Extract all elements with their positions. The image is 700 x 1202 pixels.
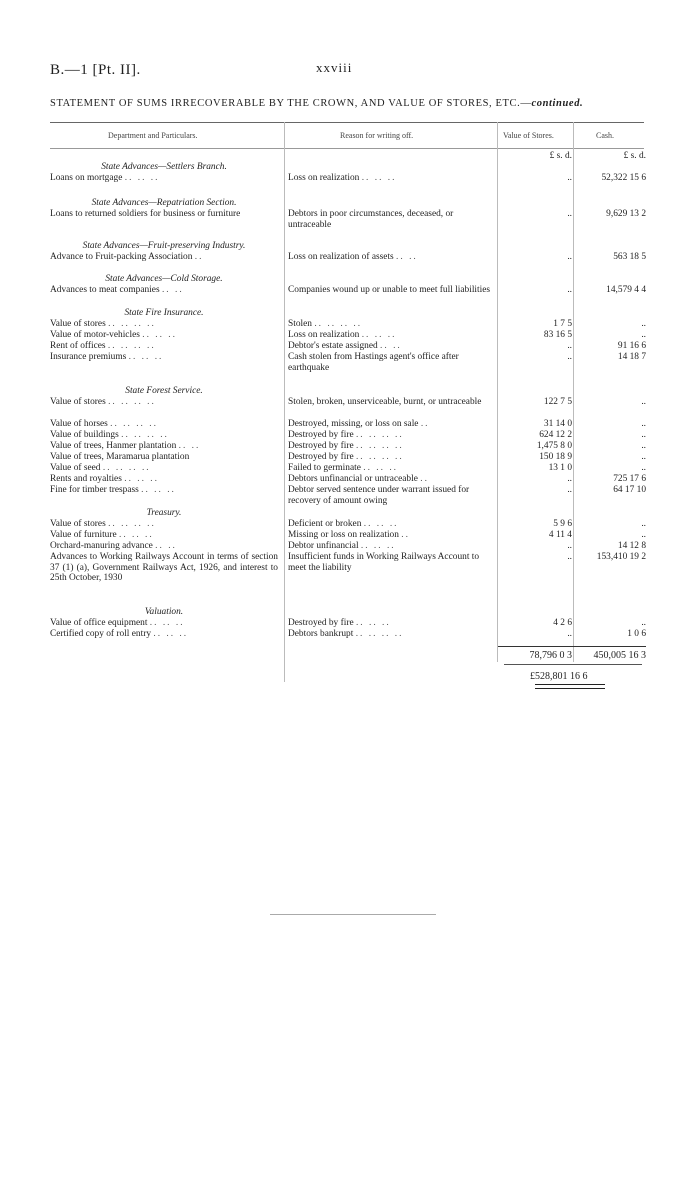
- section-heading: State Advances—Settlers Branch.: [101, 162, 227, 172]
- header-rule-top: [50, 122, 644, 123]
- stores-value: 31 14 0: [543, 419, 572, 429]
- particular: Value of trees, Hanmer plantation .. ..: [50, 441, 201, 451]
- cash-value: ..: [641, 430, 646, 440]
- reason: Cash stolen from Hastings agent's office after earthquake: [288, 352, 459, 373]
- cash-value: ..: [641, 452, 646, 462]
- grand-total-underline: [535, 684, 605, 689]
- col-header-reason: Reason for writing off.: [340, 131, 414, 140]
- column-divider-2: [497, 122, 498, 662]
- stores-value: ..: [567, 629, 572, 639]
- reason: Loss on realization .. .. ..: [288, 330, 397, 340]
- particular: Rents and royalties .. .. ..: [50, 474, 159, 484]
- stores-total: 78,796 0 3: [529, 650, 572, 661]
- particular: Advance to Fruit-packing Association ..: [50, 252, 204, 262]
- section-heading: State Forest Service.: [125, 386, 203, 396]
- reason: Destroyed by fire .. .. .. ..: [288, 452, 404, 462]
- column-divider-1: [284, 122, 285, 682]
- cash-value: 14,579 4 4: [606, 285, 646, 295]
- cash-value: 14 12 8: [617, 541, 646, 551]
- section-heading: State Fire Insurance.: [124, 308, 204, 318]
- particular: Advances to meat companies .. ..: [50, 285, 184, 295]
- stores-value: ..: [567, 341, 572, 351]
- stores-value: ..: [567, 173, 572, 183]
- stores-value: 150 18 9: [539, 452, 572, 462]
- cash-value: ..: [641, 397, 646, 407]
- reason: Debtors bankrupt .. .. .. ..: [288, 629, 404, 639]
- reason: Loss on realization of assets .. ..: [288, 252, 418, 262]
- cash-value: 91 16 6: [617, 341, 646, 351]
- col-header-particulars: Department and Particulars.: [108, 131, 198, 140]
- stores-value: ..: [567, 541, 572, 551]
- cash-value: 64 17 10: [613, 485, 646, 495]
- particular: Loans to returned soldiers for business or furniture: [50, 209, 241, 219]
- reason: Stolen, broken, unserviceable, burnt, or untraceable: [288, 397, 482, 407]
- section-heading: State Advances—Repatriation Section.: [91, 198, 237, 208]
- particular: Certified copy of roll entry .. .. ..: [50, 629, 189, 639]
- cash-value: ..: [641, 463, 646, 473]
- stores-value: 4 2 6: [553, 618, 572, 628]
- cash-value: ..: [641, 530, 646, 540]
- particular: Rent of offices .. .. .. ..: [50, 341, 156, 351]
- reason: Destroyed by fire .. .. ..: [288, 618, 391, 628]
- cash-units: £ s. d.: [623, 151, 646, 161]
- stores-value: 624 12 2: [539, 430, 572, 440]
- reason: Loss on realization .. .. ..: [288, 173, 397, 183]
- cash-value: ..: [641, 618, 646, 628]
- cash-value: 1 0 6: [627, 629, 646, 639]
- particular: Value of stores .. .. .. ..: [50, 397, 156, 407]
- cash-total: 450,005 16 3: [593, 650, 646, 661]
- cash-value: ..: [641, 319, 646, 329]
- particular: Value of furniture .. .. ..: [50, 530, 154, 540]
- stores-value: ..: [567, 352, 572, 362]
- cash-value: 563 18 5: [613, 252, 646, 262]
- particular: Value of office equipment .. .. ..: [50, 618, 185, 628]
- reason: Missing or loss on realization ..: [288, 530, 410, 540]
- col-header-stores: Value of Stores.: [503, 131, 554, 140]
- stores-value: 4 11 4: [548, 530, 572, 540]
- reason: Destroyed by fire .. .. .. ..: [288, 430, 404, 440]
- subtotal-rule: [498, 646, 646, 647]
- stores-units: £ s. d.: [549, 151, 572, 161]
- particular: Value of horses .. .. .. ..: [50, 419, 158, 429]
- cash-value: 725 17 6: [613, 474, 646, 484]
- section-heading: Treasury.: [146, 508, 182, 518]
- cash-value: 9,629 13 2: [606, 209, 646, 219]
- section-heading: Valuation.: [144, 607, 184, 617]
- reason: Destroyed, missing, or loss on sale ..: [288, 419, 430, 429]
- col-header-cash: Cash.: [596, 131, 614, 140]
- particular: Advances to Working Railways Account in terms of section 37 (1) (a), Government Railways Act, 1926, and interest to 25th October, 1930: [50, 552, 278, 583]
- stores-value: 83 16 5: [543, 330, 572, 340]
- reason: Failed to germinate .. .. ..: [288, 463, 398, 473]
- cash-value: 14 18 7: [617, 352, 646, 362]
- particular: Orchard-manuring advance .. ..: [50, 541, 177, 551]
- particular: Value of stores .. .. .. ..: [50, 519, 156, 529]
- reason: Deficient or broken .. .. ..: [288, 519, 399, 529]
- section-heading: State Advances—Cold Storage.: [105, 274, 223, 284]
- particular: Value of motor-vehicles .. .. ..: [50, 330, 177, 340]
- grand-total: £528,801 16 6: [530, 671, 588, 682]
- stores-value: ..: [567, 252, 572, 262]
- reason: Destroyed by fire .. .. .. ..: [288, 441, 404, 451]
- particular: Fine for timber trespass .. .. ..: [50, 485, 176, 495]
- stores-value: ..: [567, 474, 572, 484]
- page-title: [50, 98, 583, 109]
- stores-value: ..: [567, 552, 572, 562]
- cash-value: 153,410 19 2: [596, 552, 646, 562]
- stores-value: ..: [567, 485, 572, 495]
- title-main: STATEMENT OF SUMS IRRECOVERABLE BY THE CROWN, AND VALUE OF STORES, ETC.—: [50, 98, 532, 109]
- particular: Value of stores .. .. .. ..: [50, 319, 156, 329]
- reason: Debtor unfinancial .. .. ..: [288, 541, 396, 551]
- reason: Debtors in poor circumstances, deceased, or untraceable: [288, 209, 454, 230]
- stores-value: 13 1 0: [548, 463, 572, 473]
- reason: Insufficient funds in Working Railways Account to meet the liability: [288, 552, 480, 573]
- cash-value: ..: [641, 419, 646, 429]
- column-divider-3: [573, 122, 574, 662]
- particular: Insurance premiums .. .. ..: [50, 352, 164, 362]
- cash-value: ..: [641, 330, 646, 340]
- cash-value: ..: [641, 441, 646, 451]
- reason: Companies wound up or unable to meet full liabilities: [288, 285, 491, 295]
- stores-value: ..: [567, 209, 572, 219]
- stores-value: 1 7 5: [553, 319, 572, 329]
- cash-value: ..: [641, 519, 646, 529]
- stores-value: 1,475 8 0: [536, 441, 572, 451]
- title-continued: continued.: [531, 98, 584, 109]
- particular: Value of seed .. .. .. ..: [50, 463, 151, 473]
- page-number: xxviii: [316, 60, 353, 75]
- reason: Debtor's estate assigned .. ..: [288, 341, 402, 351]
- stores-value: 5 9 6: [553, 519, 572, 529]
- footer-rule: [270, 914, 436, 915]
- bracket-rule: [504, 664, 642, 665]
- cash-value: 52,322 15 6: [601, 173, 646, 183]
- reason: Stolen .. .. .. ..: [288, 319, 363, 329]
- particular: Loans on mortgage .. .. ..: [50, 173, 160, 183]
- page-reference: B.—1 [Pt. II].: [50, 62, 141, 78]
- stores-value: ..: [567, 285, 572, 295]
- particular: Value of buildings .. .. .. ..: [50, 430, 169, 440]
- header-rule-bottom: [50, 148, 644, 149]
- stores-value: 122 7 5: [543, 397, 572, 407]
- reason: Debtor served sentence under warrant issued for recovery of amount owing: [288, 485, 470, 506]
- section-heading: State Advances—Fruit-preserving Industry.: [82, 241, 246, 251]
- particular: Value of trees, Maramarua plantation: [50, 452, 190, 462]
- reason: Debtors unfinancial or untraceable ..: [288, 474, 429, 484]
